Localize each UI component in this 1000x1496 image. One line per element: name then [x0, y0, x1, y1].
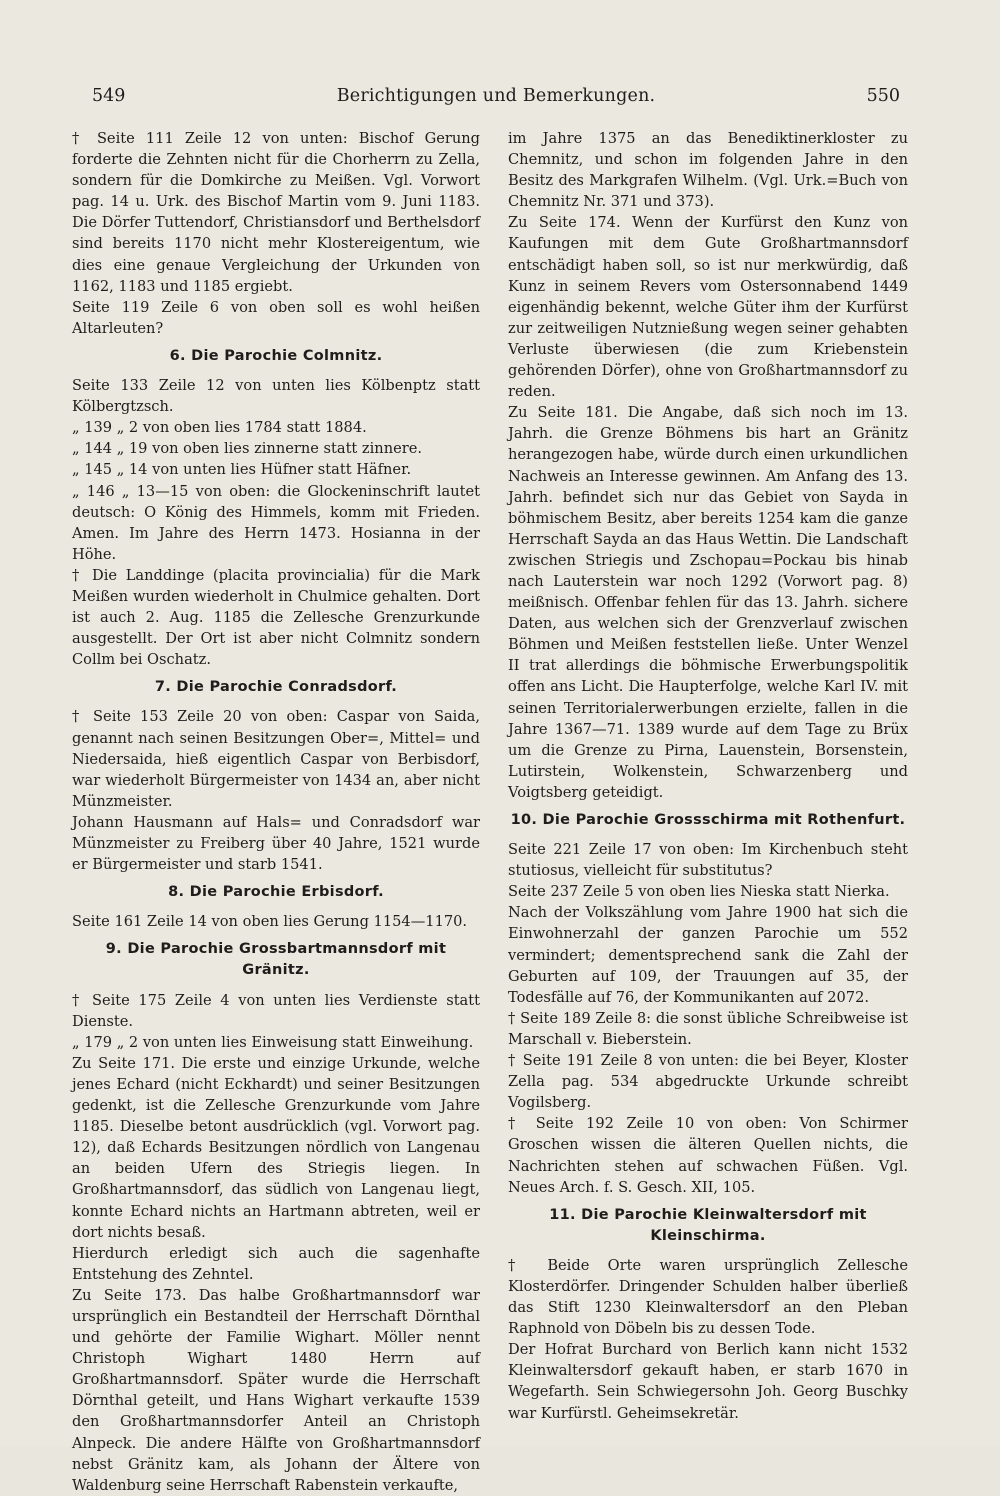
paragraph: † Seite 192 Zeile 10 von oben: Von Schirmer Groschen wissen die älteren Quellen nichts, die Nachrichten stehen auf schwachen Füßen. Vgl. Neues Arch. f. S. Gesch. XII, 105.	[508, 1115, 908, 1196]
paragraph: „ 144 „ 19 von oben lies zinnerne statt zinnere.	[72, 440, 422, 458]
left-column	[72, 128, 480, 1496]
right-column	[508, 128, 908, 1424]
section-heading: 10. Die Parochie Grossschirma mit Rothenfurt.	[510, 812, 906, 828]
paragraph: Seite 221 Zeile 17 von oben: Im Kirchenbuch steht stutiosus, vielleicht für substitutus?	[508, 841, 908, 880]
section-heading: 8. Die Parochie Erbisdorf.	[168, 884, 384, 901]
paragraph: Seite 237 Zeile 5 von oben lies Nieska statt Nierka.	[508, 883, 890, 901]
paragraph: Seite 133 Zeile 12 von unten lies Kölbenptz statt Kölbergtzsch.	[72, 377, 480, 416]
paragraph: Johann Hausmann auf Hals= und Conradsdorf war Münzmeister zu Freiberg über 40 Jahre, 1521 wurde er Bürgermeister und starb 1541.	[72, 813, 480, 874]
paragraph: † Seite 111 Zeile 12 von unten: Bischof Gerung forderte die Zehnten nicht für die Chorherrn zu Zella, sondern für die Domkirche zu Meißen. Vgl. Vorwort pag. 14 u. Urk. des Bischof Martin vom 9. Juni 1183. Die Dörfer Tuttendorf, Christiansdorf und Berthelsdorf sind bereits 1170 nicht mehr Klostereigentum, wie dies eine genaue Vergleichung der Urkunden von 1162, 1183 und 1185 ergiebt.	[72, 130, 480, 295]
page-number-right: 550	[866, 86, 900, 106]
paragraph: Zu Seite 173. Das halbe Großhartmannsdorf war ursprünglich ein Bestandteil der Herrschaft Dörnthal und gehörte der Familie Wighart. Möller nennt Christoph Wighart 1480 Herrn auf Großhartmannsdorf. Später wurde die Herrschaft Dörnthal geteilt, und Hans Wighart verkaufte 1539 den Großhartmannsdorfer Anteil an Christoph Alnpeck. Die andere Hälfte von Großhartmannsdorf nebst Gränitz kam, als Johann der Ältere von Waldenburg seine Herrschaft Rabenstein verkaufte,	[72, 1286, 480, 1494]
paragraph: Nach der Volkszählung vom Jahre 1900 hat sich die Einwohnerzahl der ganzen Parochie um 552 vermindert; dementsprechend sank die Zahl der Geburten auf 109, der Trauungen auf 35, der Todesfälle auf 76, der Kommunikanten auf 2072.	[508, 904, 908, 1006]
paragraph: † Beide Orte waren ursprünglich Zellesche Klosterdörfer. Dringender Schulden halber überließ das Stift 1230 Kleinwaltersdorf an den Pleban Raphnold von Döbeln bis zu dessen Tode.	[508, 1256, 908, 1338]
paragraph: † Seite 189 Zeile 8: die sonst übliche Schreibweise ist Marschall v. Bieberstein.	[508, 1009, 908, 1048]
paragraph: Seite 161 Zeile 14 von oben lies Gerung 1154—1170.	[72, 913, 468, 931]
section-heading: 9. Die Parochie Grossbartmannsdorf mit Gränitz.	[105, 941, 447, 979]
paragraph: Zu Seite 174. Wenn der Kurfürst den Kunz von Kaufungen mit dem Gute Großhartmannsdorf entschädigt haben soll, so ist nur merkwürdig, daß Kunz in seinem Revers vom Ostersonnabend 1449 eigenhändig bekennt, welche Güter ihm der Kurfürst zur zeitweiligen Nutznießung wegen seiner gehabten Verluste überwiesen (die zum Kriebenstein gehörenden Dörfer), ohne von Großhartmannsdorf zu reden.	[508, 214, 908, 401]
paragraph: † Die Landdinge (placita provincialia) für die Mark Meißen wurden wiederholt in Chulmice gehalten. Dort ist auch 2. Aug. 1185 die Zellesche Grenzurkunde ausgestellt. Der Ort ist aber nicht Colmnitz sondern Collm bei Oschatz.	[72, 566, 480, 669]
page-number-left: 549	[92, 86, 126, 106]
paragraph: „ 145 „ 14 von unten lies Hüfner statt Häfner.	[72, 461, 412, 479]
paragraph: im Jahre 1375 an das Benediktinerkloster zu Chemnitz, und schon im folgenden Jahre in den Besitz des Markgrafen Wilhelm. (Vgl. Urk.=Buch von Chemnitz Nr. 371 und 373).	[508, 130, 908, 211]
paragraph: Seite 119 Zeile 6 von oben soll es wohl heißen Altarleuten?	[72, 298, 480, 337]
paragraph: Zu Seite 181. Die Angabe, daß sich noch im 13. Jahrh. die Grenze Böhmens bis hart an Gränitz herangezogen habe, würde durch einen urkundlichen Nachweis an Interesse gewinnen. Am Anfang des 13. Jahrh. befindet sich nur das Gebiet von Sayda in böhmischem Besitz, aber bereits 1254 kam die ganze Herrschaft Sayda an das Haus Wettin. Die Landschaft zwischen Striegis und Zschopau=Pockau bis hinab nach Lauterstein war noch 1292 (Vorwort pag. 8) meißnisch. Offenbar fehlen für das 13. Jahrh. sichere Daten, aus welchen sich der Grenzverlauf zwischen Böhmen und Meißen feststellen ließe. Unter Wenzel II trat allerdings die böhmische Erwerbungspolitik offen ans Licht. Die Haupterfolge, welche Karl IV. mit seinen Territorialerwerbungen erzielte, fallen in die Jahre 1367—71. 1389 wurde auf dem Tage zu Brüx um die Grenze zu Pirna, Lauenstein, Borsenstein, Lutirstein, Wolkenstein, Schwarzenberg und Voigtsberg geteidigt.	[508, 404, 908, 801]
section-heading: 6. Die Parochie Colmnitz.	[169, 347, 383, 364]
section-heading: 7. Die Parochie Conradsdorf.	[154, 679, 398, 696]
running-header	[92, 86, 900, 114]
running-title: Berichtigungen und Bemerkungen.	[336, 86, 656, 106]
paragraph: † Seite 153 Zeile 20 von oben: Caspar von Saida, genannt nach seinen Besitzungen Ober=, Mittel= und Niedersaida, hieß eigentlich Caspar von Berbisdorf, war wiederholt Bürgermeister von 1434 an, aber nicht Münzmeister.	[72, 708, 480, 810]
paragraph: „ 179 „ 2 von unten lies Einweisung statt Einweihung.	[72, 1033, 474, 1051]
paragraph: † Seite 191 Zeile 8 von unten: die bei Beyer, Kloster Zella pag. 534 abgedruckte Urkunde schreibt Vogilsberg.	[508, 1052, 908, 1112]
paragraph: Hierdurch erledigt sich auch die sagenhafte Entstehung des Zehntel.	[72, 1244, 480, 1283]
section-heading: 11. Die Parochie Kleinwaltersdorf mit Kleinschirma.	[549, 1206, 867, 1244]
paragraph: † Seite 175 Zeile 4 von unten lies Verdienste statt Dienste.	[72, 991, 480, 1030]
paragraph: Der Hofrat Burchard von Berlich kann nicht 1532 Kleinwaltersdorf gekauft haben, er starb 1670 in Wegefarth. Sein Schwiegersohn Joh. Georg Buschky war Kurfürstl. Geheimsekretär.	[508, 1341, 908, 1422]
paragraph: „ 139 „ 2 von oben lies 1784 statt 1884.	[72, 419, 367, 437]
paragraph: „ 146 „ 13—15 von oben: die Glockeninschrift lautet deutsch: O König des Himmels, komm mit Frieden. Amen. Im Jahre des Herrn 1473. Hosianna in der Höhe.	[72, 482, 480, 563]
paragraph: Zu Seite 171. Die erste und einzige Urkunde, welche jenes Echard (nicht Eckhardt) und seiner Besitzungen gedenkt, ist die Zellesche Grenzurkunde vom Jahre 1185. Dieselbe betont ausdrücklich (vgl. Vorwort pag. 12), daß Echards Besitzungen nördlich von Langenau an beiden Ufern des Striegis liegen. In Großhartmannsdorf, das südlich von Langenau liegt, konnte Echard nichts an Hartmann abtreten, weil er dort nichts besaß.	[72, 1054, 480, 1241]
